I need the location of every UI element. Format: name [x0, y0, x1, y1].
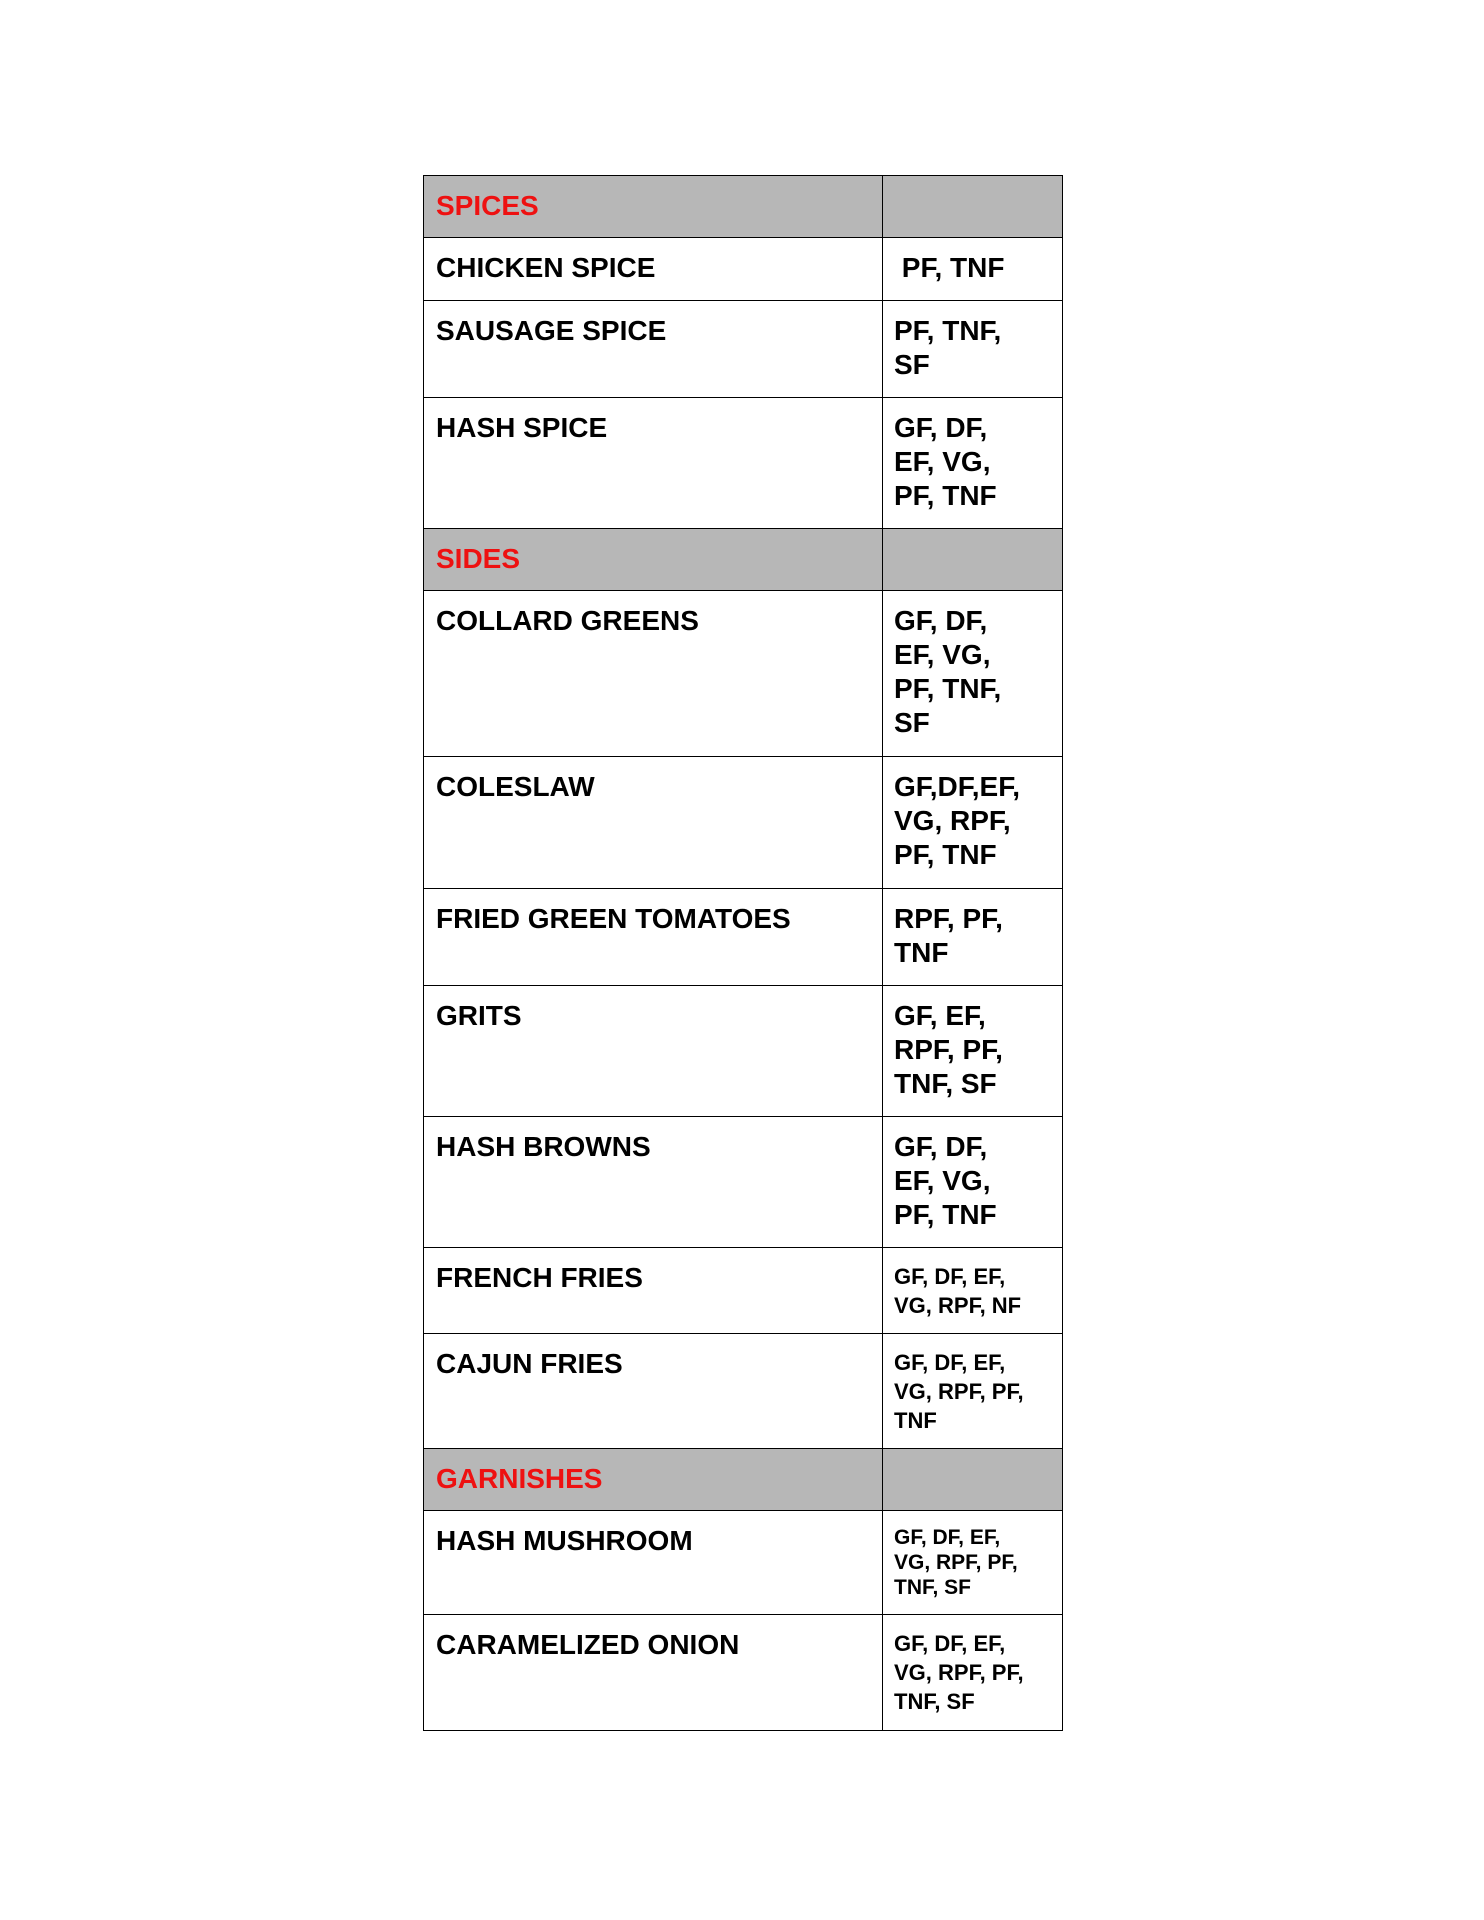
item-name: COLLARD GREENS [424, 591, 883, 757]
tag-line: GF,DF,EF, [894, 771, 1021, 802]
item-tags [883, 238, 1063, 301]
tag-line: GF, DF, [894, 412, 988, 443]
item-tags [883, 1615, 1063, 1731]
table-row [424, 757, 1063, 889]
tag-line: VG, RPF, PF, [894, 1660, 1024, 1685]
tag-line: EF, VG, [894, 639, 991, 670]
item-name: GRITS [424, 986, 883, 1117]
item-tags [883, 889, 1063, 986]
tag-line: PF, TNF, [894, 673, 1002, 704]
table-row [424, 1511, 1063, 1615]
section-title: GARNISHES [424, 1449, 883, 1511]
table-row [424, 1117, 1063, 1248]
item-tags [883, 1334, 1063, 1449]
item-tags [883, 591, 1063, 757]
tag-line: RPF, PF, [894, 1034, 1003, 1065]
tag-line: VG, RPF, PF, [894, 1551, 1018, 1574]
section-tags-empty [883, 529, 1063, 591]
section-header-sides [424, 529, 1063, 591]
allergen-table [423, 175, 1063, 1731]
item-tags [883, 757, 1063, 889]
tag-line: PF, TNF [894, 1199, 997, 1230]
table-row [424, 1248, 1063, 1334]
section-header-garnishes [424, 1449, 1063, 1511]
tag-line: TNF, SF [894, 1576, 971, 1599]
tag-line: RPF, PF, [894, 903, 1003, 934]
section-title: SIDES [424, 529, 883, 591]
tag-line: SF [894, 349, 930, 380]
tag-line: GF, EF, [894, 1000, 986, 1031]
section-tags-empty [883, 1449, 1063, 1511]
tag-line: EF, VG, [894, 1165, 991, 1196]
table-row [424, 398, 1063, 529]
item-name: CARAMELIZED ONION [424, 1615, 883, 1731]
item-name: COLESLAW [424, 757, 883, 889]
tag-line: GF, DF, [894, 605, 988, 636]
table-row [424, 1334, 1063, 1449]
tag-line: GF, DF, [894, 1131, 988, 1162]
item-tags [883, 301, 1063, 398]
tag-line: VG, RPF, [894, 805, 1011, 836]
tag-line: GF, DF, EF, [894, 1631, 1006, 1656]
section-title: SPICES [424, 176, 883, 238]
item-name: FRIED GREEN TOMATOES [424, 889, 883, 986]
item-tags [883, 986, 1063, 1117]
tag-line: TNF, SF [894, 1689, 975, 1714]
tag-line: TNF, SF [894, 1068, 997, 1099]
tag-line: GF, DF, EF, [894, 1264, 1006, 1289]
item-name: SAUSAGE SPICE [424, 301, 883, 398]
tag-line: EF, VG, [894, 446, 991, 477]
tag-line: PF, TNF, [894, 315, 1002, 346]
tag-line: PF, TNF [894, 839, 997, 870]
tag-line: VG, RPF, NF [894, 1293, 1022, 1318]
tag-line: TNF [894, 937, 949, 968]
tag-line: PF, TNF [894, 480, 997, 511]
item-name: HASH BROWNS [424, 1117, 883, 1248]
table-row [424, 301, 1063, 398]
item-tags [883, 1117, 1063, 1248]
table-row [424, 1615, 1063, 1731]
tag-line: SF [894, 707, 930, 738]
tag-line: PF, TNF [894, 252, 1005, 283]
item-tags [883, 398, 1063, 529]
table-row [424, 238, 1063, 301]
table-row [424, 889, 1063, 986]
item-name: HASH MUSHROOM [424, 1511, 883, 1615]
table-row [424, 591, 1063, 757]
table-row [424, 986, 1063, 1117]
item-name: HASH SPICE [424, 398, 883, 529]
tag-line: GF, DF, EF, [894, 1526, 1001, 1549]
tag-line: VG, RPF, PF, [894, 1379, 1024, 1404]
item-tags [883, 1248, 1063, 1334]
item-name: CAJUN FRIES [424, 1334, 883, 1449]
tag-line: GF, DF, EF, [894, 1350, 1006, 1375]
item-name: CHICKEN SPICE [424, 238, 883, 301]
item-name: FRENCH FRIES [424, 1248, 883, 1334]
section-header-spices [424, 176, 1063, 238]
item-tags [883, 1511, 1063, 1615]
tag-line: TNF [894, 1408, 937, 1433]
section-tags-empty [883, 176, 1063, 238]
